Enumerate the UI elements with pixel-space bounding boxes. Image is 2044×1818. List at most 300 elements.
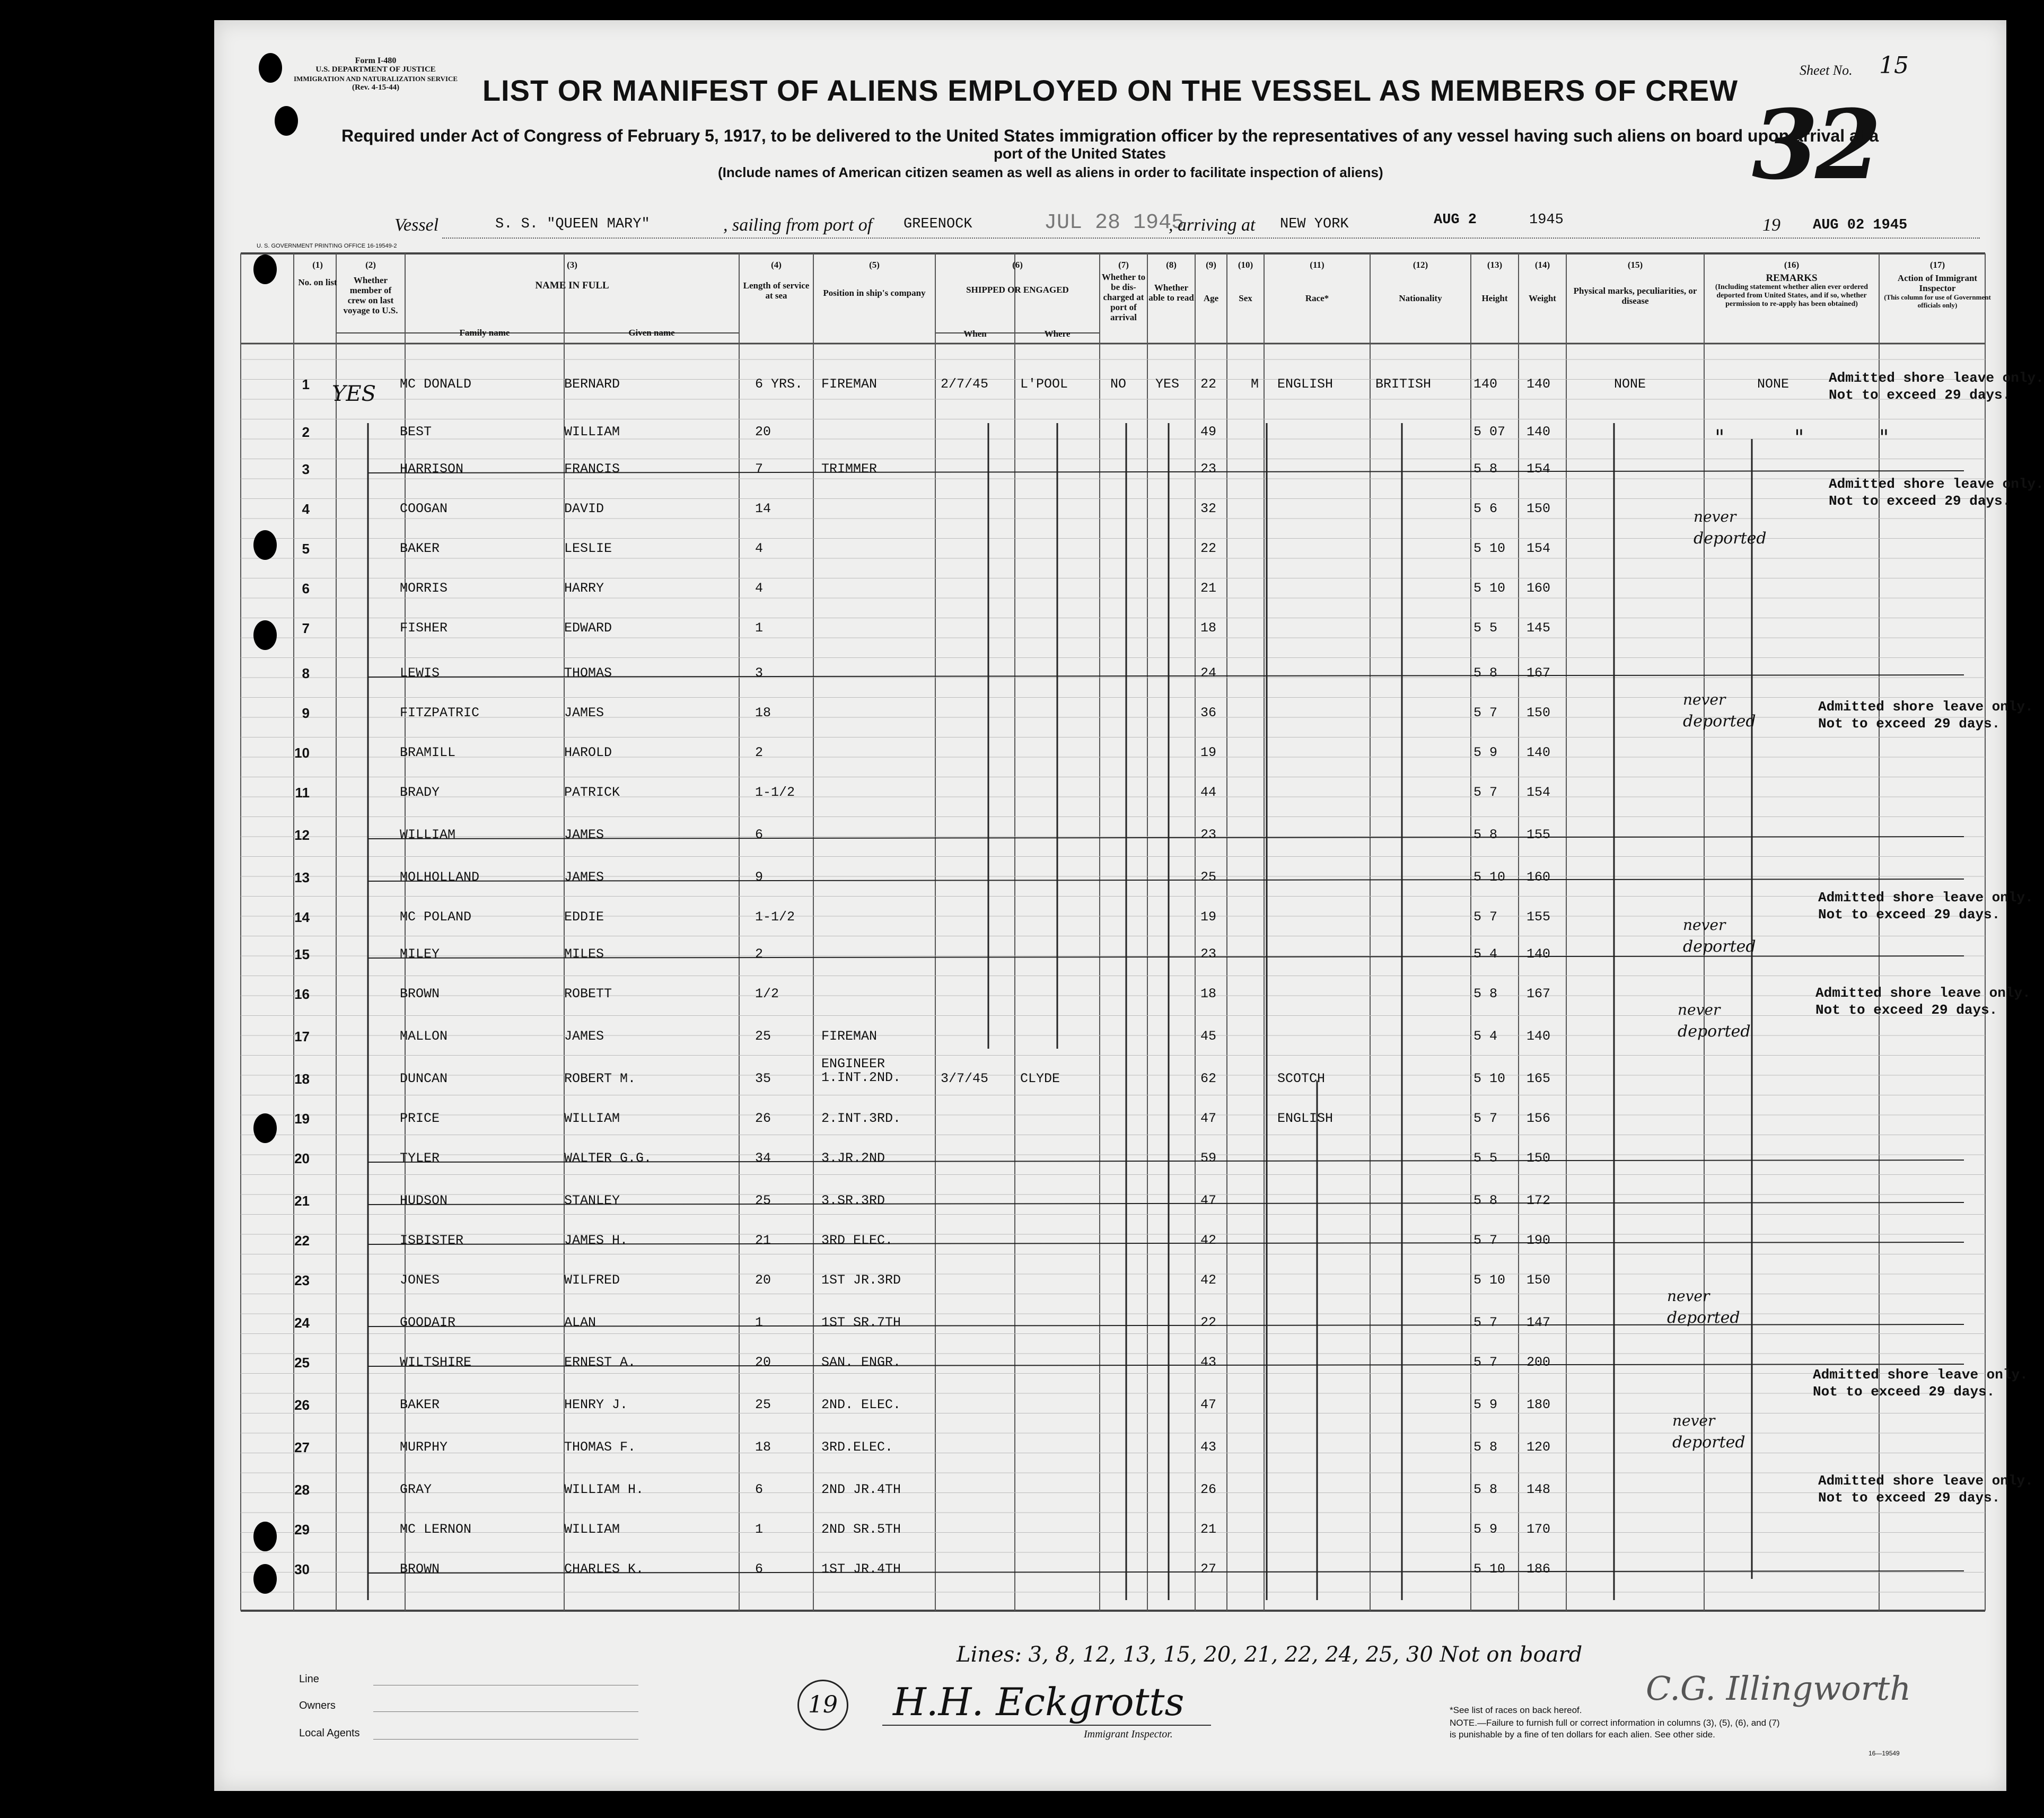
cell-given: THOMAS bbox=[564, 665, 612, 681]
cell-weight: 148 bbox=[1527, 1482, 1551, 1497]
cell-age: 23 bbox=[1200, 827, 1217, 842]
cell-position: 1ST JR.3RD bbox=[821, 1272, 901, 1288]
cell-family: FISHER bbox=[400, 620, 448, 636]
ditto-mark: " bbox=[1879, 426, 1889, 450]
cell-age: 24 bbox=[1200, 665, 1217, 681]
cell-weight: 120 bbox=[1527, 1439, 1551, 1455]
cell-family: HARRISON bbox=[400, 461, 464, 477]
cell-given: LESLIE bbox=[564, 541, 612, 556]
sheet-label: Sheet No. bbox=[1800, 63, 1853, 78]
cell-family: BRADY bbox=[400, 785, 440, 800]
departure-date-stamp: JUL 28 1945 bbox=[1044, 211, 1185, 235]
cell-family: MC DONALD bbox=[400, 376, 472, 392]
cell-discharged: NO bbox=[1110, 376, 1127, 392]
cell-given: ROBETT bbox=[564, 986, 612, 1002]
cell-weight: 170 bbox=[1527, 1522, 1551, 1537]
punch-hole bbox=[253, 530, 277, 560]
cell-given: PATRICK bbox=[564, 785, 620, 800]
owners-label: Owners bbox=[299, 1700, 336, 1711]
ditto-mark: " bbox=[1715, 426, 1725, 450]
row-number: 18 bbox=[294, 1071, 310, 1087]
cell-height: 5 7 bbox=[1473, 909, 1498, 925]
row-number: 2 bbox=[302, 424, 310, 440]
cell-height: 5 4 bbox=[1473, 946, 1498, 962]
admitted-shore-leave: Admitted shore leave only. bbox=[1829, 370, 2044, 386]
not-exceed-29-days: Not to exceed 29 days. bbox=[1829, 387, 2011, 403]
not-exceed-29-days: Not to exceed 29 days. bbox=[1829, 493, 2011, 509]
cell-service: 4 bbox=[755, 581, 764, 596]
last-voyage-mark: YES bbox=[332, 382, 376, 406]
cell-height: 5 07 bbox=[1473, 424, 1506, 440]
cell-remarks: NONE bbox=[1757, 376, 1789, 392]
col17-header: (17) Action of Immigrant Inspector (This column for use of Government officials only) bbox=[1884, 260, 1991, 309]
deported-note: deported bbox=[1672, 1433, 1745, 1452]
admitted-shore-leave: Admitted shore leave only. bbox=[1818, 1473, 2033, 1489]
cell-weight: 167 bbox=[1527, 986, 1551, 1002]
cell-age: 42 bbox=[1200, 1272, 1217, 1288]
admitted-shore-leave: Admitted shore leave only. bbox=[1813, 1367, 2028, 1383]
arrival-date-stamp: AUG 02 1945 bbox=[1813, 217, 1908, 233]
deported-note: deported bbox=[1667, 1308, 1740, 1327]
cell-given: DAVID bbox=[564, 501, 604, 516]
cell-when: 3/7/45 bbox=[941, 1071, 989, 1086]
subtitle-include: (Include names of American citizen seamen as well as aliens in order to facilitate inspection of aliens) bbox=[718, 164, 1383, 180]
cell-service: 3 bbox=[755, 665, 764, 681]
cell-age: 59 bbox=[1200, 1150, 1217, 1166]
row-number: 11 bbox=[295, 785, 310, 801]
cell-family: MC POLAND bbox=[400, 909, 472, 925]
cell-given: JAMES bbox=[564, 705, 604, 721]
cell-where: L'POOL bbox=[1020, 376, 1068, 392]
cell-height: 5 8 bbox=[1473, 986, 1498, 1002]
cell-height: 5 7 bbox=[1473, 1111, 1498, 1126]
cell-service: 6 bbox=[755, 827, 764, 842]
cell-service: 7 bbox=[755, 461, 764, 477]
cell-family: MC LERNON bbox=[400, 1522, 472, 1537]
cell-service: 1 bbox=[755, 1522, 764, 1537]
cell-height: 5 7 bbox=[1473, 785, 1498, 800]
row-number: 4 bbox=[302, 501, 310, 517]
cell-service: 1-1/2 bbox=[755, 785, 795, 800]
col6-header: (6) SHIPPED OR ENGAGED bbox=[966, 260, 1069, 295]
cell-given: WILLIAM H. bbox=[564, 1482, 644, 1497]
cell-age: 25 bbox=[1200, 870, 1217, 885]
cell-height: 5 7 bbox=[1473, 705, 1498, 721]
master-signature: C.G. Illingworth bbox=[1646, 1669, 1911, 1708]
cell-weight: 150 bbox=[1527, 1272, 1551, 1288]
cell-service: 35 bbox=[755, 1071, 771, 1086]
cell-age: 36 bbox=[1200, 705, 1217, 721]
cell-service: 20 bbox=[755, 1355, 771, 1370]
deported-note: deported bbox=[1678, 1022, 1751, 1041]
handwritten-page-number: 32 bbox=[1752, 89, 1879, 201]
punch-hole bbox=[253, 1522, 277, 1551]
cell-family: COOGAN bbox=[400, 501, 448, 516]
cell-age: 18 bbox=[1200, 986, 1217, 1002]
cell-weight: 200 bbox=[1527, 1355, 1551, 1370]
cell-given: EDDIE bbox=[564, 909, 604, 925]
cell-weight: 172 bbox=[1527, 1193, 1551, 1208]
cell-position: 3.SR.3RD bbox=[821, 1193, 885, 1208]
port-to: NEW YORK bbox=[1280, 216, 1349, 232]
cell-height: 5 8 bbox=[1473, 1439, 1498, 1455]
cell-height: 5 8 bbox=[1473, 1193, 1498, 1208]
cell-height: 5 7 bbox=[1473, 1315, 1498, 1330]
sailing-label: , sailing from port of bbox=[723, 215, 873, 235]
inspector-sig-line bbox=[882, 1725, 1211, 1726]
cell-service: 1/2 bbox=[755, 986, 779, 1002]
row-number: 7 bbox=[302, 620, 310, 636]
row-number: 19 bbox=[294, 1111, 310, 1127]
cell-service: 4 bbox=[755, 541, 764, 556]
line-label: Line bbox=[299, 1673, 319, 1685]
cell-family: BROWN bbox=[400, 986, 440, 1002]
cell-weight: 155 bbox=[1527, 909, 1551, 925]
sheet-number: 15 bbox=[1879, 52, 1909, 79]
col5-header: (5) Position in ship's company bbox=[823, 260, 926, 298]
cell-weight: 140 bbox=[1527, 1029, 1551, 1044]
admitted-shore-leave: Admitted shore leave only. bbox=[1818, 890, 2033, 906]
cell-age: 19 bbox=[1200, 745, 1217, 760]
col6-where-header: Where bbox=[1044, 329, 1071, 339]
cell-given: JAMES bbox=[564, 1029, 604, 1044]
row-number: 29 bbox=[294, 1522, 310, 1538]
cell-height: 5 8 bbox=[1473, 1482, 1498, 1497]
cell-service: 20 bbox=[755, 1272, 771, 1288]
never-note: never bbox=[1672, 1412, 1715, 1429]
cell-weight: 140 bbox=[1527, 424, 1551, 440]
cell-height: 5 7 bbox=[1473, 1355, 1498, 1370]
page-title: LIST OR MANIFEST OF ALIENS EMPLOYED ON THE VESSEL AS MEMBERS OF CREW bbox=[482, 74, 1739, 107]
not-exceed-29-days: Not to exceed 29 days. bbox=[1815, 1002, 1998, 1018]
cell-weight: 155 bbox=[1527, 827, 1551, 842]
agents-underline bbox=[373, 1739, 638, 1740]
cell-given: ROBERT M. bbox=[564, 1071, 636, 1086]
deported-note: deported bbox=[1694, 529, 1767, 548]
cell-height: 5 10 bbox=[1473, 1561, 1506, 1577]
cell-weight: 140 bbox=[1527, 745, 1551, 760]
cell-age: 23 bbox=[1200, 461, 1217, 477]
cell-family: BEST bbox=[400, 424, 432, 440]
cell-height: 5 10 bbox=[1473, 581, 1506, 596]
cell-position: 3RD.ELEC. bbox=[821, 1439, 893, 1455]
form-identifier: Form I-480 U.S. DEPARTMENT OF JUSTICE IMMIGRATION AND NATURALIZATION SERVICE (Rev. 4-15-44) bbox=[294, 56, 458, 92]
cell-weight: 150 bbox=[1527, 1150, 1551, 1166]
row-number: 20 bbox=[294, 1150, 310, 1166]
cell-height: 5 7 bbox=[1473, 1233, 1498, 1248]
row-number: 26 bbox=[294, 1397, 310, 1413]
not-exceed-29-days: Not to exceed 29 days. bbox=[1818, 907, 2001, 923]
cell-height: 5 8 bbox=[1473, 461, 1498, 477]
cell-given: WILFRED bbox=[564, 1272, 620, 1288]
cell-height: 5 10 bbox=[1473, 870, 1506, 885]
cell-service: 20 bbox=[755, 424, 771, 440]
cell-age: 22 bbox=[1200, 1315, 1217, 1330]
cell-age: 21 bbox=[1200, 581, 1217, 596]
row-number: 10 bbox=[294, 745, 310, 761]
row-number: 8 bbox=[302, 665, 310, 681]
cell-age: 26 bbox=[1200, 1482, 1217, 1497]
col1-header: (1) No. on list bbox=[298, 260, 337, 287]
cell-service: 1-1/2 bbox=[755, 909, 795, 925]
cell-given: CHARLES K. bbox=[564, 1561, 644, 1577]
col9-header: (9) Age bbox=[1203, 260, 1219, 303]
cell-position: 2ND. ELEC. bbox=[821, 1397, 901, 1412]
cell-height: 5 9 bbox=[1473, 1397, 1498, 1412]
row-number: 25 bbox=[294, 1355, 310, 1371]
cell-given: STANLEY bbox=[564, 1193, 620, 1208]
col8-header: (8) Whether able to read bbox=[1148, 260, 1194, 303]
cell-weight: 150 bbox=[1527, 705, 1551, 721]
cell-weight: 160 bbox=[1527, 581, 1551, 596]
punch-hole bbox=[253, 254, 277, 284]
col16-header: (16) REMARKS (Including statement whether alien ever ordered deported from United States, and if so, whether permission to re-apply has been obtained) bbox=[1715, 260, 1868, 308]
never-note: never bbox=[1694, 508, 1736, 525]
col10-header: (10) Sex bbox=[1238, 260, 1253, 303]
cell-given: WALTER G.G. bbox=[564, 1150, 652, 1166]
row-number: 6 bbox=[302, 581, 310, 596]
cell-service: 6 bbox=[755, 1561, 764, 1577]
col11-header: (11) Race* bbox=[1305, 260, 1329, 303]
vessel-name: S. S. "QUEEN MARY" bbox=[495, 216, 650, 232]
punch-hole bbox=[259, 53, 282, 83]
cell-service: 18 bbox=[755, 705, 771, 721]
cell-family: DUNCAN bbox=[400, 1071, 448, 1086]
year-prefix: 19 bbox=[1762, 215, 1780, 235]
cell-weight: 140 bbox=[1527, 376, 1551, 392]
cell-weight: 150 bbox=[1527, 501, 1551, 516]
not-exceed-29-days: Not to exceed 29 days. bbox=[1818, 1490, 2001, 1506]
cell-family: FITZPATRIC bbox=[400, 705, 480, 721]
cell-position: 3.JR.2ND bbox=[821, 1150, 885, 1166]
strike-through-line bbox=[368, 879, 1964, 881]
cell-age: 47 bbox=[1200, 1397, 1217, 1412]
cell-age: 43 bbox=[1200, 1439, 1217, 1455]
row-number: 27 bbox=[294, 1439, 310, 1455]
cell-service: 25 bbox=[755, 1193, 771, 1208]
cell-weight: 167 bbox=[1527, 665, 1551, 681]
cell-read: YES bbox=[1155, 376, 1180, 392]
cell-service: 14 bbox=[755, 501, 771, 516]
cell-weight: 156 bbox=[1527, 1111, 1551, 1126]
cell-height: 5 9 bbox=[1473, 1522, 1498, 1537]
form-code: 16—19549 bbox=[1868, 1750, 1900, 1757]
cell-age: 23 bbox=[1200, 946, 1217, 962]
cell-service: 6 YRS. bbox=[755, 376, 803, 392]
cell-family: GOODAIR bbox=[400, 1315, 456, 1330]
cell-age: 43 bbox=[1200, 1355, 1217, 1370]
cell-service: 9 bbox=[755, 870, 764, 885]
cell-family: MILEY bbox=[400, 946, 440, 962]
col6-when-header: When bbox=[963, 329, 987, 339]
col4-header: (4) Length of service at sea bbox=[743, 260, 810, 301]
not-exceed-29-days: Not to exceed 29 days. bbox=[1818, 716, 2001, 732]
row-number: 12 bbox=[294, 827, 310, 843]
subtitle-port: port of the United States bbox=[994, 145, 1166, 162]
admitted-shore-leave: Admitted shore leave only. bbox=[1818, 699, 2033, 715]
cell-when: 2/7/45 bbox=[941, 376, 989, 392]
row-number: 1 bbox=[302, 376, 310, 392]
cell-family: BROWN bbox=[400, 1561, 440, 1577]
subtitle-act: Required under Act of Congress of February 5, 1917, to be delivered to the United States immigration officer by the representatives of any vessel having such aliens on board upon arrival at a bbox=[341, 126, 1879, 145]
cell-given: JAMES bbox=[564, 870, 604, 885]
cell-height: 5 10 bbox=[1473, 1071, 1506, 1086]
cell-weight: 186 bbox=[1527, 1561, 1551, 1577]
cell-height: 5 8 bbox=[1473, 665, 1498, 681]
cell-family: WILLIAM bbox=[400, 827, 456, 842]
arrival-stamp: AUG 2 bbox=[1434, 212, 1477, 228]
cell-weight: 180 bbox=[1527, 1397, 1551, 1412]
cell-age: 47 bbox=[1200, 1193, 1217, 1208]
cell-given: MILES bbox=[564, 946, 604, 962]
cell-weight: 154 bbox=[1527, 785, 1551, 800]
cell-position: TRIMMER bbox=[821, 461, 878, 477]
never-note: never bbox=[1683, 916, 1726, 934]
cell-weight: 140 bbox=[1527, 946, 1551, 962]
cell-position: SAN. ENGR. bbox=[821, 1355, 901, 1370]
strike-through-line bbox=[368, 956, 1964, 958]
cell-family: MURPHY bbox=[400, 1439, 448, 1455]
owners-underline bbox=[373, 1711, 638, 1712]
cell-position: FIREMAN bbox=[821, 376, 878, 392]
punch-hole bbox=[253, 620, 277, 650]
cell-weight: 145 bbox=[1527, 620, 1551, 636]
cell-sex: M bbox=[1251, 376, 1259, 392]
cell-position: 2.INT.3RD. bbox=[821, 1111, 901, 1126]
cell-age: 42 bbox=[1200, 1233, 1217, 1248]
cell-age: 21 bbox=[1200, 1522, 1217, 1537]
row-number: 9 bbox=[302, 705, 310, 721]
cell-service: 1 bbox=[755, 1315, 764, 1330]
cell-age: 62 bbox=[1200, 1071, 1217, 1086]
cell-service: 21 bbox=[755, 1233, 771, 1248]
cell-service: 25 bbox=[755, 1397, 771, 1412]
cell-height: 5 5 bbox=[1473, 620, 1498, 636]
row-number: 22 bbox=[294, 1233, 310, 1249]
cell-family: BAKER bbox=[400, 541, 440, 556]
admitted-shore-leave: Admitted shore leave only. bbox=[1829, 476, 2044, 492]
row-number: 30 bbox=[294, 1561, 310, 1577]
strike-through-line bbox=[368, 837, 1964, 839]
note-fine-1: NOTE.—Failure to furnish full or correct information in columns (3), (5), (6), and (7) bbox=[1450, 1718, 1780, 1728]
cell-age: 19 bbox=[1200, 909, 1217, 925]
cell-given: FRANCIS bbox=[564, 461, 620, 477]
cell-position: 3RD ELEC. bbox=[821, 1233, 893, 1248]
manifest-sheet bbox=[214, 20, 2044, 1791]
col15-header: (15) Physical marks, peculiarities, or disease bbox=[1573, 260, 1697, 306]
cell-weight: 147 bbox=[1527, 1315, 1551, 1330]
cell-family: WILTSHIRE bbox=[400, 1355, 472, 1370]
port-from: GREENOCK bbox=[903, 216, 972, 232]
cell-given: HAROLD bbox=[564, 745, 612, 760]
row-number: 21 bbox=[294, 1193, 310, 1209]
cell-position: 1ST JR.4TH bbox=[821, 1561, 901, 1577]
ditto-mark: " bbox=[1794, 426, 1804, 450]
not-exceed-29-days: Not to exceed 29 days. bbox=[1813, 1384, 1995, 1400]
punch-hole bbox=[253, 1113, 277, 1143]
arriving-label: , arriving at bbox=[1169, 215, 1256, 235]
row-number: 28 bbox=[294, 1482, 310, 1498]
cell-race: SCOTCH bbox=[1277, 1071, 1326, 1086]
col12-header: (12) Nationality bbox=[1399, 260, 1442, 303]
cell-position: 2ND SR.5TH bbox=[821, 1522, 901, 1537]
row-number: 3 bbox=[302, 461, 310, 477]
cell-family: MALLON bbox=[400, 1029, 448, 1044]
col3-header: (3) NAME IN FULL bbox=[535, 260, 609, 291]
cell-height: 5 5 bbox=[1473, 1150, 1498, 1166]
cell-given: WILLIAM bbox=[564, 1111, 620, 1126]
cell-family: TYLER bbox=[400, 1150, 440, 1166]
cell-height: 5 10 bbox=[1473, 541, 1506, 556]
cell-age: 27 bbox=[1200, 1561, 1217, 1577]
cell-family: MORRIS bbox=[400, 581, 448, 596]
cell-family: MOLHOLLAND bbox=[400, 870, 480, 885]
cell-given: JAMES bbox=[564, 827, 604, 842]
cell-weight: 190 bbox=[1527, 1233, 1551, 1248]
row-number: 16 bbox=[294, 986, 310, 1002]
circled-count: 19 bbox=[797, 1680, 848, 1731]
col2-header: (2) Whether member of crew on last voyage to U.S. bbox=[343, 260, 398, 315]
cell-family: GRAY bbox=[400, 1482, 432, 1497]
cell-given: HENRY J. bbox=[564, 1397, 628, 1412]
cell-height: 140 bbox=[1473, 376, 1498, 392]
row-number: 14 bbox=[294, 909, 310, 925]
cell-race: ENGLISH bbox=[1277, 1111, 1334, 1126]
cell-height: 5 6 bbox=[1473, 501, 1498, 516]
cell-position: ENGINEER 1.INT.2ND. bbox=[821, 1056, 901, 1085]
cell-family: LEWIS bbox=[400, 665, 440, 681]
cell-nationality: BRITISH bbox=[1375, 376, 1432, 392]
deported-note: deported bbox=[1683, 937, 1756, 956]
cell-given: BERNARD bbox=[564, 376, 620, 392]
cell-where: CLYDE bbox=[1020, 1071, 1060, 1086]
cell-age: 45 bbox=[1200, 1029, 1217, 1044]
cell-service: 26 bbox=[755, 1111, 771, 1126]
cell-age: 49 bbox=[1200, 424, 1217, 440]
cell-age: 22 bbox=[1200, 541, 1217, 556]
cell-family: BAKER bbox=[400, 1397, 440, 1412]
row-number: 5 bbox=[302, 541, 310, 557]
cell-weight: 154 bbox=[1527, 541, 1551, 556]
col3-given-header: Given name bbox=[628, 328, 675, 338]
cell-family: JONES bbox=[400, 1272, 440, 1288]
cell-given: HARRY bbox=[564, 581, 604, 596]
deported-note: deported bbox=[1683, 712, 1756, 731]
cell-family: PRICE bbox=[400, 1111, 440, 1126]
cell-position: FIREMAN bbox=[821, 1029, 878, 1044]
cell-weight: 154 bbox=[1527, 461, 1551, 477]
row-number: 13 bbox=[294, 870, 310, 885]
col3-family-header: Family name bbox=[459, 328, 510, 338]
cell-service: 34 bbox=[755, 1150, 771, 1166]
cell-service: 1 bbox=[755, 620, 764, 636]
cell-service: 2 bbox=[755, 946, 764, 962]
inspector-signature: H.H. Eckgrotts bbox=[893, 1680, 1185, 1724]
cell-given: WILLIAM bbox=[564, 424, 620, 440]
cell-given: ERNEST A. bbox=[564, 1355, 636, 1370]
row-number: 17 bbox=[294, 1029, 310, 1044]
vessel-label: Vessel bbox=[394, 215, 439, 235]
cell-race: ENGLISH bbox=[1277, 376, 1334, 392]
cell-age: 44 bbox=[1200, 785, 1217, 800]
cell-position: 1ST SR.7TH bbox=[821, 1315, 901, 1330]
cell-weight: 160 bbox=[1527, 870, 1551, 885]
cell-height: 5 4 bbox=[1473, 1029, 1498, 1044]
note-fine-2: is punishable by a fine of ten dollars for each alien. See other side. bbox=[1450, 1729, 1715, 1740]
row-number: 23 bbox=[294, 1272, 310, 1288]
cell-family: BRAMILL bbox=[400, 745, 456, 760]
cell-age: 47 bbox=[1200, 1111, 1217, 1126]
